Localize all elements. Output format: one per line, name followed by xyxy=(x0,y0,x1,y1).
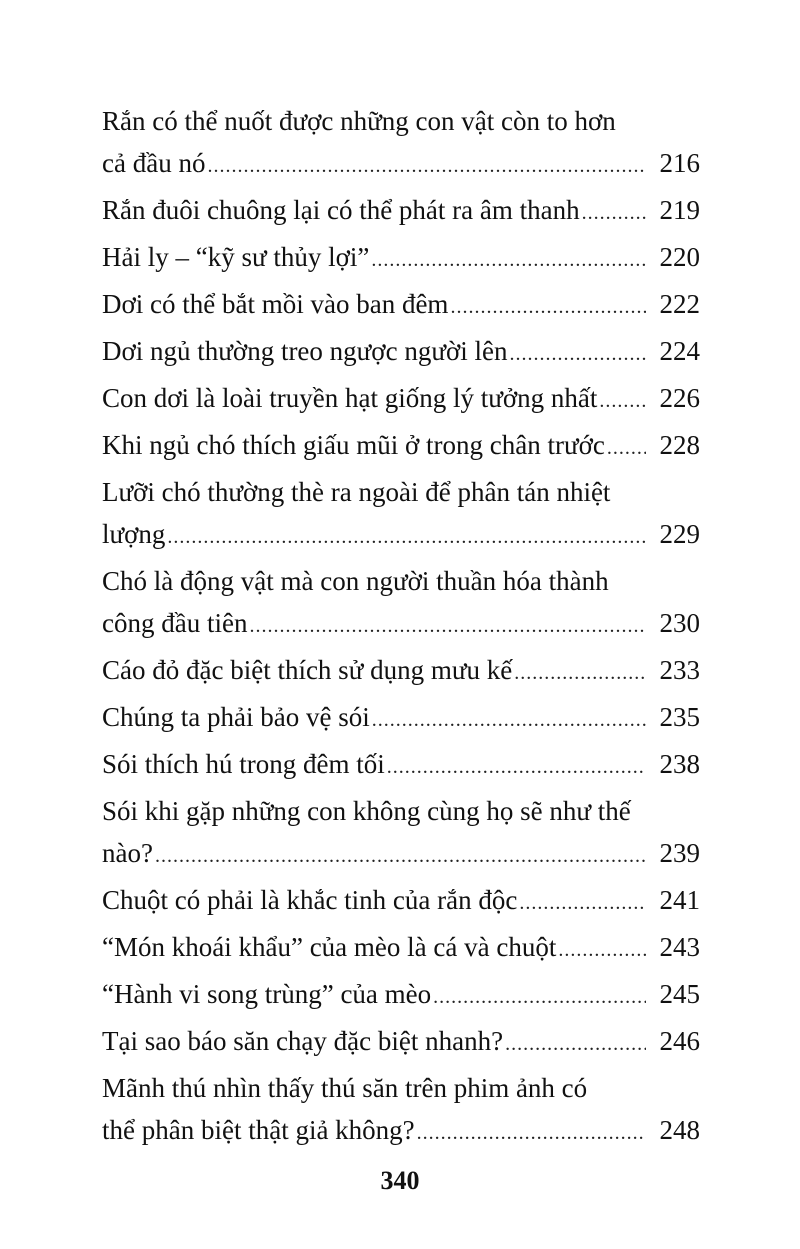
toc-entry-last-line xyxy=(102,1020,700,1062)
toc-entry-title: công đầu tiên xyxy=(102,608,248,638)
toc-entry-title: thể phân biệt thật giả không? xyxy=(102,1115,415,1145)
toc-entry-last-line xyxy=(102,602,700,644)
dot-leader xyxy=(371,239,646,281)
toc-entry-title: cả đầu nó xyxy=(102,148,206,178)
toc-entry-title: Chúng ta phải bảo vệ sói xyxy=(102,702,370,732)
toc-entry-last-line xyxy=(102,696,700,738)
toc-entry-page: 233 xyxy=(659,655,700,685)
dot-leader xyxy=(249,605,646,647)
toc-entry xyxy=(102,973,700,1015)
toc-entry-title: Lưỡi chó thường thè ra ngoài để phân tán nhiệt xyxy=(102,477,611,507)
toc-entry-title: nào? xyxy=(102,838,153,868)
dot-leader xyxy=(582,192,646,234)
toc-entry-page: 219 xyxy=(659,195,700,225)
toc-entry xyxy=(102,696,700,738)
toc-entry-page: 220 xyxy=(659,242,700,272)
toc-entry xyxy=(102,424,700,466)
toc-entry-last-line xyxy=(102,973,700,1015)
table-of-contents xyxy=(102,100,700,1156)
dot-leader xyxy=(607,427,646,469)
toc-entry xyxy=(102,649,700,691)
toc-entry xyxy=(102,283,700,325)
toc-entry xyxy=(102,743,700,785)
dot-leader xyxy=(387,746,646,788)
toc-entry-title: Hải ly – “kỹ sư thủy lợi” xyxy=(102,242,370,272)
toc-entry-last-line xyxy=(102,142,700,184)
toc-entry-last-line xyxy=(102,1109,700,1151)
toc-entry-title: Dơi ngủ thường treo ngược người lên xyxy=(102,336,508,366)
toc-entry-line xyxy=(102,560,700,602)
toc-entry-page: 224 xyxy=(659,336,700,366)
dot-leader xyxy=(519,882,646,924)
toc-entry xyxy=(102,560,700,644)
toc-entry xyxy=(102,377,700,419)
dot-leader xyxy=(450,286,646,328)
toc-entry xyxy=(102,330,700,372)
dot-leader xyxy=(509,333,646,375)
toc-entry-title: “Hành vi song trùng” của mèo xyxy=(102,979,432,1009)
dot-leader xyxy=(372,699,646,741)
toc-entry-title: Mãnh thú nhìn thấy thú săn trên phim ảnh có xyxy=(102,1073,588,1103)
dot-leader xyxy=(599,380,646,422)
toc-entry-last-line xyxy=(102,649,700,691)
toc-entry-page: 238 xyxy=(659,749,700,779)
toc-entry-last-line xyxy=(102,879,700,921)
toc-entry-last-line xyxy=(102,377,700,419)
dot-leader xyxy=(155,835,646,877)
dot-leader xyxy=(207,145,646,187)
toc-entry-page: 229 xyxy=(659,519,700,549)
toc-entry-page: 235 xyxy=(659,702,700,732)
toc-entry-page: 222 xyxy=(659,289,700,319)
dot-leader xyxy=(167,516,646,558)
toc-entry xyxy=(102,879,700,921)
toc-entry-page: 239 xyxy=(659,838,700,868)
toc-entry-page: 216 xyxy=(659,148,700,178)
toc-entry-page: 230 xyxy=(659,608,700,638)
toc-entry-line xyxy=(102,471,700,513)
toc-entry-page: 245 xyxy=(659,979,700,1009)
toc-entry-last-line xyxy=(102,743,700,785)
toc-entry-title: Chuột có phải là khắc tinh của rắn độc xyxy=(102,885,518,915)
toc-entry-page: 228 xyxy=(659,430,700,460)
toc-entry xyxy=(102,236,700,278)
toc-entry-page: 248 xyxy=(659,1115,700,1145)
toc-entry-page: 246 xyxy=(659,1026,700,1056)
toc-entry-line xyxy=(102,100,700,142)
toc-entry-last-line xyxy=(102,283,700,325)
toc-entry-page: 241 xyxy=(659,885,700,915)
toc-entry xyxy=(102,790,700,874)
toc-entry-title: Rắn đuôi chuông lại có thể phát ra âm thanh xyxy=(102,195,580,225)
toc-entry-page: 226 xyxy=(659,383,700,413)
toc-entry-last-line xyxy=(102,513,700,555)
toc-entry-last-line xyxy=(102,330,700,372)
toc-entry xyxy=(102,926,700,968)
toc-entry xyxy=(102,1020,700,1062)
toc-entry-title: Dơi có thể bắt mồi vào ban đêm xyxy=(102,289,449,319)
toc-entry-title: Tại sao báo săn chạy đặc biệt nhanh? xyxy=(102,1026,504,1056)
toc-entry-last-line xyxy=(102,832,700,874)
toc-entry-title: “Món khoái khẩu” của mèo là cá và chuột xyxy=(102,932,557,962)
toc-entry-title: Khi ngủ chó thích giấu mũi ở trong chân trước xyxy=(102,430,605,460)
dot-leader xyxy=(558,929,646,971)
toc-entry-title: Rắn có thể nuốt được những con vật còn to hơn xyxy=(102,106,616,136)
toc-entry-page: 243 xyxy=(659,932,700,962)
toc-entry-title: Cáo đỏ đặc biệt thích sử dụng mưu kế xyxy=(102,655,513,685)
toc-entry xyxy=(102,471,700,555)
toc-entry-line xyxy=(102,1067,700,1109)
toc-entry-title: Chó là động vật mà con người thuần hóa thành xyxy=(102,566,609,596)
toc-entry-last-line xyxy=(102,926,700,968)
dot-leader xyxy=(417,1112,646,1154)
dot-leader xyxy=(433,976,646,1018)
toc-entry xyxy=(102,100,700,184)
toc-entry xyxy=(102,1067,700,1151)
toc-entry-title: Sói thích hú trong đêm tối xyxy=(102,749,385,779)
toc-entry-line xyxy=(102,790,700,832)
toc-entry xyxy=(102,189,700,231)
toc-entry-last-line xyxy=(102,236,700,278)
toc-entry-title: lượng xyxy=(102,519,166,549)
toc-entry-last-line xyxy=(102,424,700,466)
dot-leader xyxy=(514,652,646,694)
toc-entry-title: Con dơi là loài truyền hạt giống lý tưởng nhất xyxy=(102,383,598,413)
dot-leader xyxy=(505,1023,646,1065)
toc-entry-last-line xyxy=(102,189,700,231)
page-number: 340 xyxy=(380,1166,420,1195)
toc-entry-title: Sói khi gặp những con không cùng họ sẽ như thế xyxy=(102,796,631,826)
